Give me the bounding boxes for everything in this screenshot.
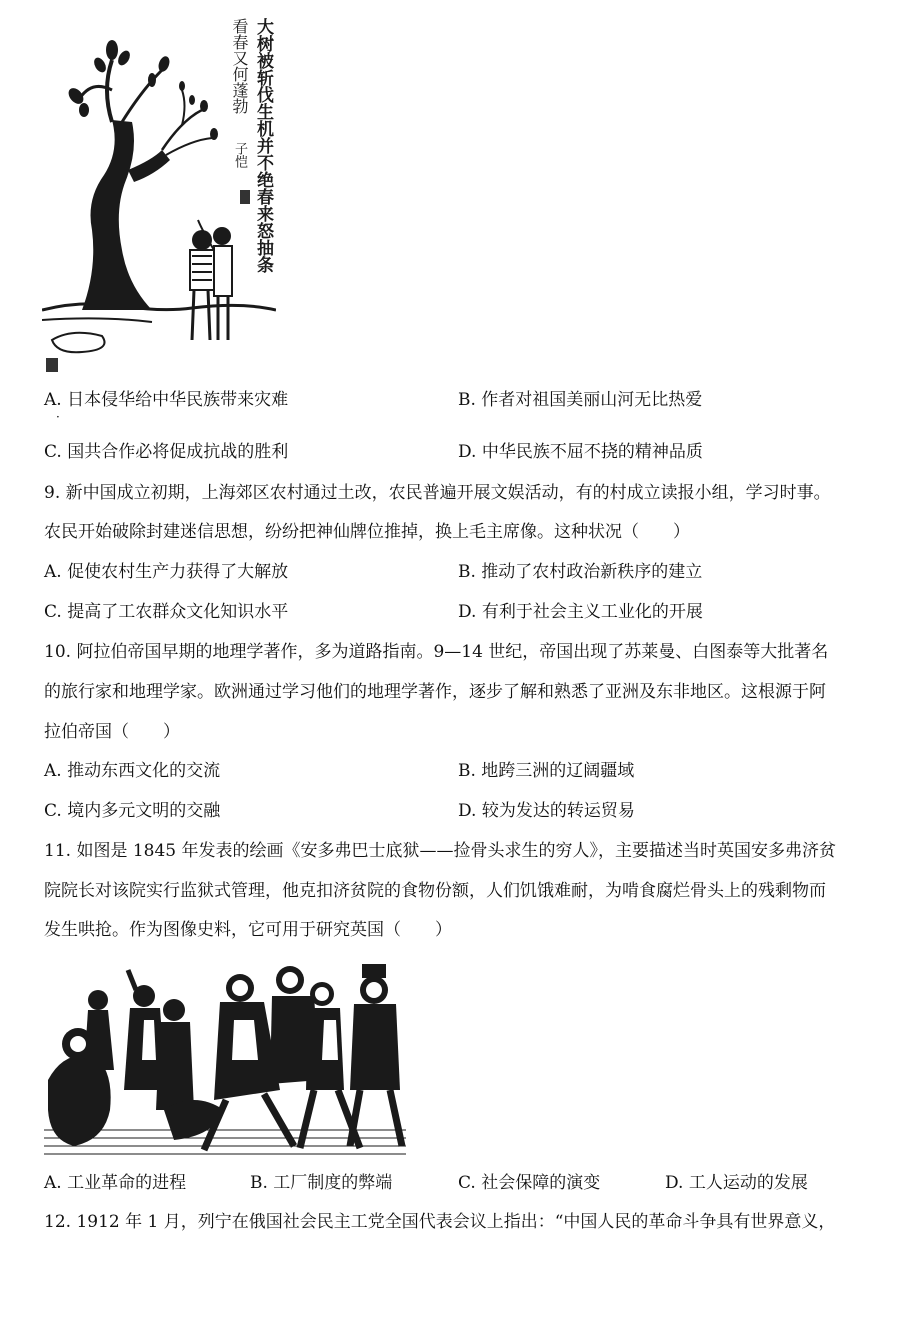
- q11-option-c: C. 社会保障的演变: [458, 1173, 601, 1193]
- q12-stem-line1: 12. 1912 年 1 月，列宁在俄国社会民主工党全国代表会议上指出：“中国人民的革命斗争具有世界意义，: [44, 1212, 836, 1232]
- dot-mark: ·: [56, 410, 60, 424]
- painting-tree-figure: [42, 10, 276, 378]
- q10-option-b: B. 地跨三洲的辽阔疆域: [458, 761, 635, 781]
- painting-signature: 子恺: [232, 142, 247, 168]
- q8-option-b: B. 作者对祖国美丽山河无比热爱: [458, 390, 703, 410]
- q11-option-d: D. 工人运动的发展: [665, 1173, 808, 1193]
- q9-option-d: D. 有利于社会主义工业化的开展: [458, 602, 703, 622]
- painting-caption-vertical: 大树被斩伐生机并不绝春来怒抽条: [253, 18, 273, 273]
- andover-workhouse-engraving: [44, 960, 406, 1160]
- q9-stem-line1: 9. 新中国成立初期，上海郊区农村通过土改，农民普遍开展文娱活动，有的村成立读报小组，学习时事。: [44, 483, 831, 503]
- q10-option-a: A. 推动东西文化的交流: [44, 761, 221, 781]
- q9-option-b: B. 推动了农村政治新秩序的建立: [458, 562, 703, 582]
- q9-stem-line2: 农民开始破除封建迷信思想，纷纷把神仙牌位推掉，换上毛主席像。这种状况（ ）: [44, 522, 690, 542]
- q10-option-d: D. 较为发达的转运贸易: [458, 801, 635, 821]
- q9-option-a: A. 促使农村生产力获得了大解放: [44, 562, 289, 582]
- q11-stem-line1: 11. 如图是 1845 年发表的绘画《安多弗巴士底狱——捡骨头求生的穷人》，主要描述当时英国安多弗济贫: [44, 841, 837, 861]
- q8-option-c: C. 国共合作必将促成抗战的胜利: [44, 442, 289, 462]
- engraving-svg: [44, 960, 406, 1160]
- q11-option-b: B. 工厂制度的弊端: [250, 1173, 393, 1193]
- q10-option-c: C. 境内多元文明的交融: [44, 801, 221, 821]
- q11-option-a: A. 工业革命的进程: [44, 1173, 187, 1193]
- q8-option-d: D. 中华民族不屈不挠的精神品质: [458, 442, 703, 462]
- q10-stem-line2: 的旅行家和地理学家。欧洲通过学习他们的地理学著作，逐步了解和熟悉了亚洲及东非地区。这根源于阿: [44, 682, 826, 702]
- painting-caption-vertical-2: 看春又何蓬勃: [230, 18, 249, 114]
- q9-option-c: C. 提高了工农群众文化知识水平: [44, 602, 289, 622]
- q11-stem-line3: 发生哄抢。作为图像史料，它可用于研究英国（ ）: [44, 920, 452, 940]
- q8-option-a: A. 日本侵华给中华民族带来灾难: [44, 390, 289, 410]
- q10-stem-line3: 拉伯帝国（ ）: [44, 722, 180, 742]
- q10-stem-line1: 10. 阿拉伯帝国早期的地理学著作，多为道路指南。9—14 世纪，帝国出现了苏莱曼、白图泰等大批著名: [44, 642, 829, 662]
- q11-stem-line2: 院院长对该院实行监狱式管理，他克扣济贫院的食物份额，人们饥饿难耐，为啃食腐烂骨头上的残剩物而: [44, 881, 826, 901]
